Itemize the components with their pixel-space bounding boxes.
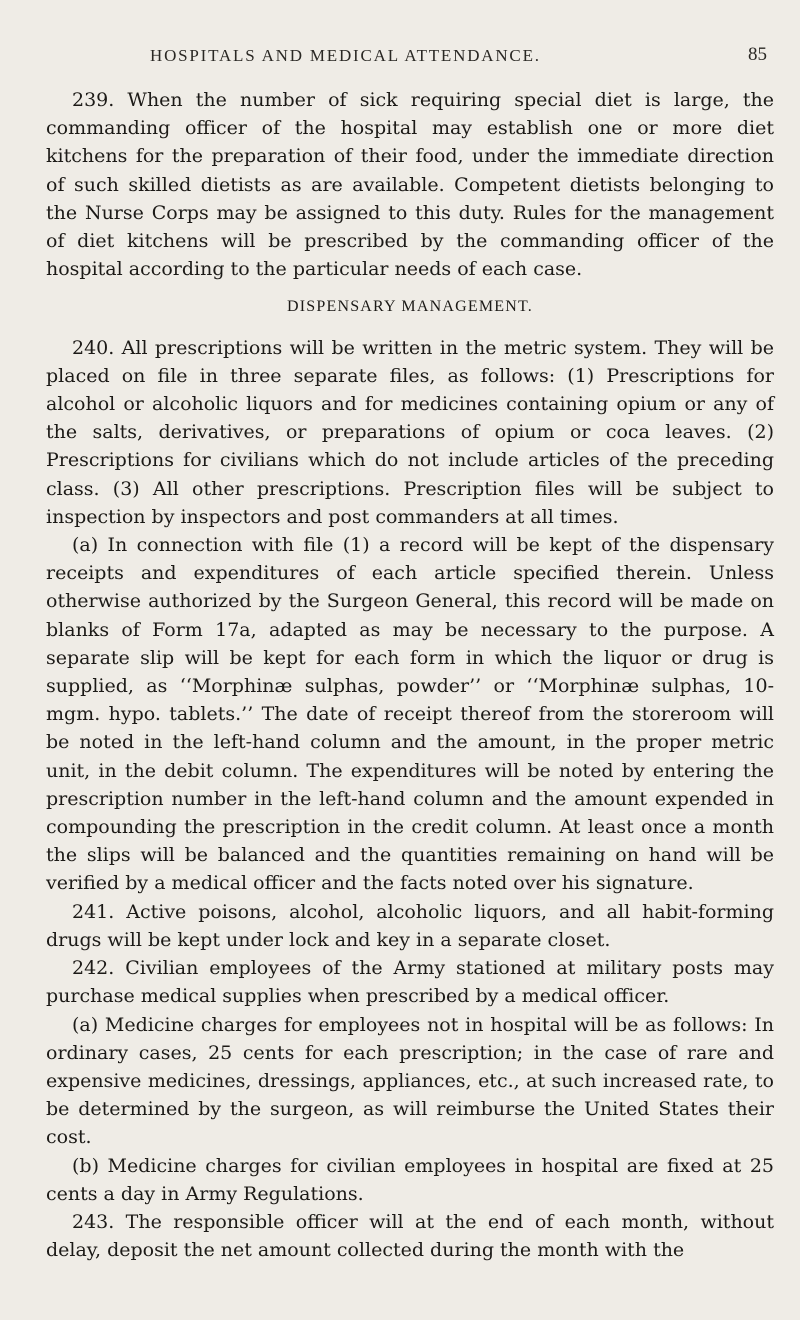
page-number: 85 bbox=[748, 44, 767, 65]
section-heading: DISPENSARY MANAGEMENT. bbox=[287, 298, 533, 316]
running-head: HOSPITALS AND MEDICAL ATTENDANCE. bbox=[150, 46, 541, 65]
paragraph-241: 241. Active poisons, alcohol, alcoholic liquors, and all habit-forming drugs will be kept under lock and key in a separate closet. bbox=[46, 900, 774, 951]
body-text bbox=[46, 86, 774, 1264]
paragraph-240a: (a) In connection with file (1) a record will be kept of the dispensary receipts and expenditures of each article specified therein. Unless otherwise authorized by the Surgeon General, this record will be made on blanks of Form 17a, adapted as may be necessary to the purpose. A separate slip will be kept for each form in which the liquor or drug is supplied, as ‘‘Morphinæ sulphas, powder’’ or ‘‘Morphinæ sulphas, 10-mgm. hypo. tablets.’’ The date of receipt thereof from the storeroom will be noted in the left-hand column and the amount, in the proper metric unit, in the debit column. The expenditures will be noted by entering the prescription number in the left-hand column and the amount expended in compounding the prescription in the credit column. At least once a month the slips will be balanced and the quantities remaining on hand will be verified by a medical officer and the facts noted over his signature. bbox=[46, 534, 774, 895]
paragraph-243: 243. The responsible officer will at the end of each month, without delay, deposit the net amount collected during the month with the bbox=[46, 1210, 774, 1262]
paragraph-242: 242. Civilian employees of the Army stationed at military posts may purchase medical supplies when prescribed by a medical officer. bbox=[46, 957, 774, 1008]
paragraph-240: 240. All prescriptions will be written in the metric system. They will be placed on file in three separate files, as follows: (1) Prescriptions for alcohol or alcoholic liquors and for medicines containing opium or any of the salts, derivatives, or preparations of opium or coca leaves. (2) Prescriptions for civilians which do not include articles of the preceding class. (3) All other prescriptions. Prescription files will be subject to inspection by inspectors and post commanders at all times. bbox=[46, 336, 774, 528]
paragraph-239: 239. When the number of sick requiring special diet is large, the commanding officer of the hospital may establish one or more diet kitchens for the preparation of their food, under the immediate direction of such skilled dietists as are available. Competent dietists belonging to the Nurse Corps may be assigned to this duty. Rules for the management of diet kitchens will be prescribed by the commanding officer of the hospital according to the particular needs of each case. bbox=[46, 89, 774, 281]
paragraph-242a: (a) Medicine charges for employees not in hospital will be as follows: In ordinary cases, 25 cents for each prescription; in the case of rare and expensive medicines, dressings, appliances, etc., at such increased rate, to be determined by the surgeon, as will reimburse the United States their cost. bbox=[46, 1013, 774, 1149]
paragraph-242b: (b) Medicine charges for civilian employees in hospital are fixed at 25 cents a day in Army Regulations. bbox=[46, 1154, 774, 1205]
